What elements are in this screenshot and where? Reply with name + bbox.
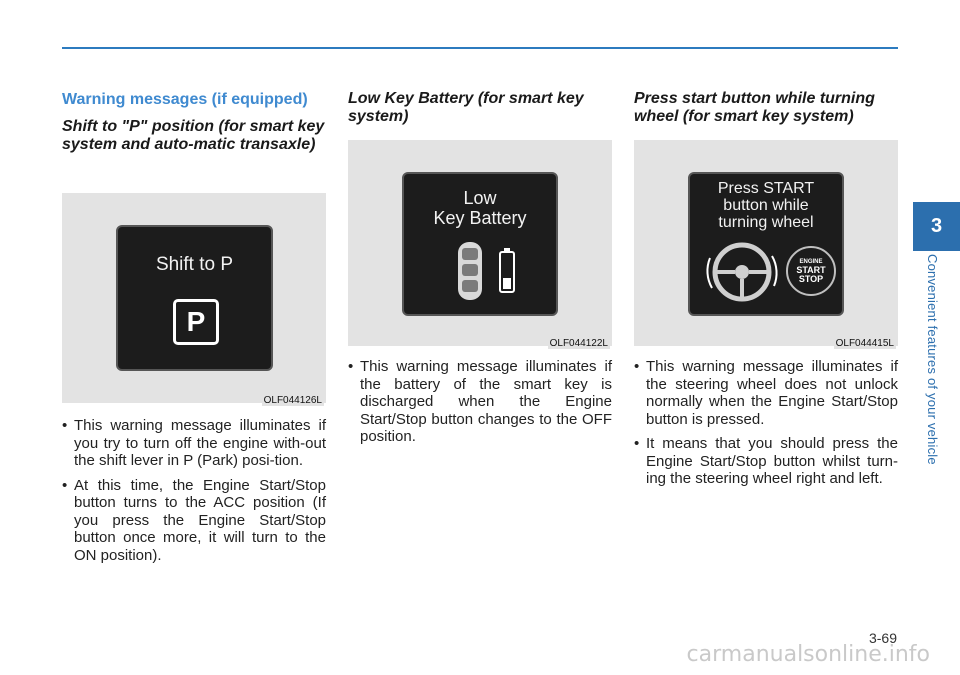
column-press-start-button (634, 90, 898, 495)
chapter-label: Convenient features of your vehicle (925, 254, 940, 465)
subheading-shift-to-p: Shift to "P" position (for smart key system and auto-matic transaxle) (62, 118, 325, 153)
screen-message: Shift to P (155, 254, 234, 275)
list-item: • This warning message illuminates if the battery of the smart key is discharged when the Engine Start/Stop button changes to the OFF position. (348, 358, 612, 446)
bullet-list (62, 417, 326, 564)
figure-code: OLF044415L (835, 338, 894, 349)
chapter-tab: 3 (913, 202, 960, 251)
watermark: carmanualsonline.info (686, 642, 930, 667)
display-screen (402, 172, 558, 316)
subheading-low-key-battery: Low Key Battery (for smart key system) (348, 90, 584, 125)
figure-code: OLF044126L (263, 395, 322, 406)
display-screen (116, 225, 273, 371)
list-item: • At this time, the Engine Start/Stop button turns to the ACC position (If you press the Engine Start/Stop button once more, it will turn to the ON position). (62, 477, 326, 565)
list-item: • It means that you should press the Engine Start/Stop button whilst turn-ing the steering wheel right and left. (634, 435, 898, 488)
figure-shift-to-p (62, 193, 326, 406)
figure-low-key-battery (348, 140, 612, 349)
key-fob-battery-icon (444, 238, 524, 304)
button-label-engine: ENGINE (799, 259, 823, 265)
figure-press-start (634, 140, 898, 349)
screen-message-line1: Low (463, 188, 497, 208)
screen-message-line2: Key Battery (433, 208, 527, 228)
screen-message-line2: button while (723, 197, 809, 214)
button-label-start: START (796, 265, 826, 275)
steering-wheel-icon (702, 238, 782, 306)
list-item: • This warning message illuminates if you try to turn off the engine with-out the shift lever in P (Park) posi-tion. (62, 417, 326, 470)
bullet-list (634, 358, 898, 488)
engine-start-stop-button-icon (786, 246, 836, 296)
section-title: Warning messages (if equipped) (62, 91, 308, 108)
column-shift-to-p (62, 90, 326, 571)
screen-message-line1: Press START (717, 180, 815, 197)
display-screen (688, 172, 844, 316)
subheading-press-start: Press start button while turning wheel (for smart key system) (634, 90, 875, 125)
list-item: • This warning message illuminates if the steering wheel does not unlock normally when the Engine Start/Stop button is pressed. (634, 358, 898, 428)
park-p-icon: P (173, 299, 219, 345)
figure-code: OLF044122L (549, 338, 608, 349)
top-rule (62, 47, 898, 49)
screen-message-line3: turning wheel (718, 214, 814, 231)
bullet-list (348, 358, 612, 446)
button-label-stop: STOP (798, 274, 824, 284)
column-low-key-battery (348, 90, 612, 453)
page-number: 3-69 (868, 630, 897, 646)
